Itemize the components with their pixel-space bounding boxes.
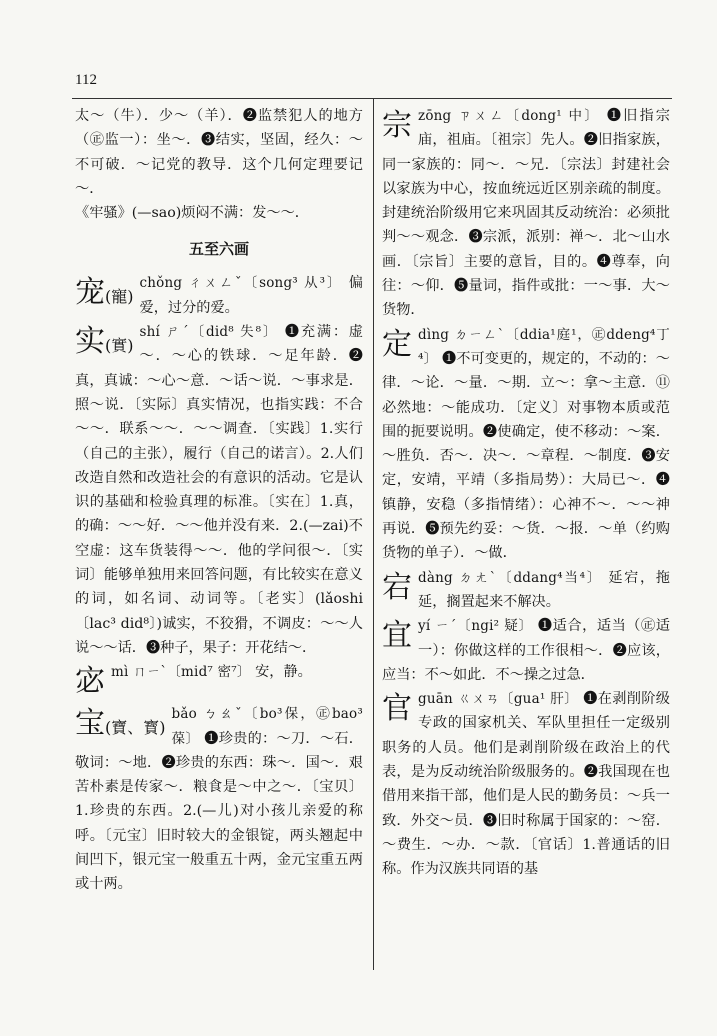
continued-entry-laosao: 《牢骚》(—sao)烦闷不满：发～～． (75, 205, 309, 222)
pronunciation: yí ㄧˊ〔ngi² 疑〕 (418, 618, 533, 635)
pronunciation: dàng ㄉㄤˋ〔ddang⁴当⁴〕 (418, 569, 603, 586)
pronunciation: chǒng ㄔㄨㄥˇ〔song³ 从³〕 (139, 275, 343, 292)
definition: 延宕，拖延，搁置起来不解决。 (418, 569, 670, 610)
entry-yi (382, 614, 670, 687)
pronunciation: guān ㄍㄨㄢ〔gua¹ 肝〕 (418, 691, 579, 708)
definition: ❶充满：虚～．～心的铁球．～足年龄．❷真，真诚：～心～意．～话～说．～事求是．照～说．〔实际〕真实情况，也指实践：不合～～．联系～～．～～调查．〔实践〕1.实行（自己的主张），履行（自己的诺言）。2.人们改造自然和改造社会的有意识的活动。它是认识的基础和检验真理的标准。〔实在〕1.真，的确：～～好．～～他并没有来．2.(—zai)不空虚：这车货装得～～．他的学问很～．〔实词〕能够单独用来回答问题，有比较实在意义的词，如名词、动词等。〔老实〕(lǎoshi〔lac³ did⁸〕)诚实，不狡猾，不调皮：～～人说～～话．❸种子，果子：开花结～． (75, 324, 363, 656)
header-rule (72, 98, 672, 99)
pronunciation: mì ㄇㄧˋ〔mid⁷ 密⁷〕 (111, 664, 251, 681)
traditional-form: (寶、寳) (105, 718, 166, 738)
entry-dang (382, 566, 670, 615)
entry-ding (382, 323, 670, 566)
headword: 宜 (382, 618, 412, 654)
column-divider (373, 98, 374, 970)
definition: ❶珍贵的：～刀．～石．敬词：～地．❷珍贵的东西：珠～．国～．艰苦朴素是传家～．粮食是～中之～．〔宝贝〕1.珍贵的东西。2.(—儿)对小孩儿亲爱的称呼。〔元宝〕旧时较大的金银锭，两头翘起中间凹下，银元宝一般重五十两，金元宝重五两或十两。 (75, 730, 363, 893)
definition: ❶适合，适当（㊣适一）：你做这样的工作很相～．❷应该，应当：不～如此．不～操之过急． (382, 618, 670, 683)
traditional-form: (實) (105, 336, 134, 356)
right-column (382, 104, 670, 882)
headword: 宓 (75, 664, 105, 700)
headword: 实(實) (75, 324, 134, 360)
entry-bao (75, 702, 363, 896)
headword: 宕 (382, 569, 412, 605)
pronunciation: shí ㄕˊ〔did⁸ 失⁸〕 (139, 324, 279, 341)
headword: 宗 (382, 108, 412, 143)
definition: ❶在剥削阶级专政的国家机关、军队里担任一定级别职务的人员。他们是剥削阶级在政治上的代表，是为反动统治阶级服务的。❷我国现在也借用来指干部，他们是人民的勤务员：～兵一致．外交～员．❸旧时称属于国家的：～窑．～费生．～办．～款．〔官话〕1.普通话的旧称。作为汉族共同语的基 (382, 691, 670, 878)
page-number: 112 (75, 72, 97, 88)
pronunciation: zōng ㄗㄨㄥ〔dong¹ 中〕 (418, 108, 601, 124)
entry-zong (382, 104, 670, 323)
left-column (75, 104, 363, 897)
definition: ❶不可变更的，规定的，不动的：～律．～论．～量．～期．立～：拿～主意．⑪必然地：～能成功．〔定义〕对事物本质或范围的扼要说明。❷使确定，使不移动：～案．～胜负．否～．决～．～章程．～制度．❸安定，安靖，平靖（多指局势）：大局已～．❹镇静，安稳（多指情绪）：心神不～．～～神再说．❺预先约妥：～货．～报．～单（约购货物的单子）．～做． (382, 350, 670, 562)
continued-entry: 太～（牛）．少～（羊）．❷监禁犯人的地方（㊣监一）：坐～．❸结实，坚固，经久：～不可破．～记党的教导．这个几何定理要记～． (75, 108, 363, 197)
entry-mi (75, 660, 363, 702)
definition: 偏爱，过分的爱。 (139, 275, 363, 316)
section-heading: 五至六画 (188, 240, 249, 259)
entry-guan (382, 687, 670, 881)
headword: 宝(寶、寳) (75, 706, 166, 742)
traditional-form: (寵) (105, 287, 134, 307)
entry-chong (75, 271, 363, 320)
headword: 宠(寵) (75, 275, 134, 311)
headword: 官 (382, 691, 412, 727)
entry-shi (75, 320, 363, 660)
headword: 定 (382, 326, 412, 362)
definition: 安，静。 (255, 664, 312, 681)
pronunciation: bǎo ㄅㄠˇ〔bo³保，㊣bao³葆〕 (171, 706, 363, 747)
definition: ❶旧指宗庙，祖庙。〔祖宗〕先人。❷旧指家族，同一家族的：同～．～兄．〔宗法〕封建社会以家族为中心，按血统远近区别亲疏的制度。封建统治阶级用它来巩固其反动统治：必须批判～～观念．❸宗派，派别：禅～．北～山水画．〔宗旨〕主要的意旨，目的。❹尊奉，向往：～仰．❺量词，指件或批：一～事．大～货物． (382, 108, 670, 319)
pronunciation: dìng ㄉㄧㄥˋ〔ddia¹庭¹，㊣ddeng⁴丁⁴〕 (418, 326, 670, 367)
